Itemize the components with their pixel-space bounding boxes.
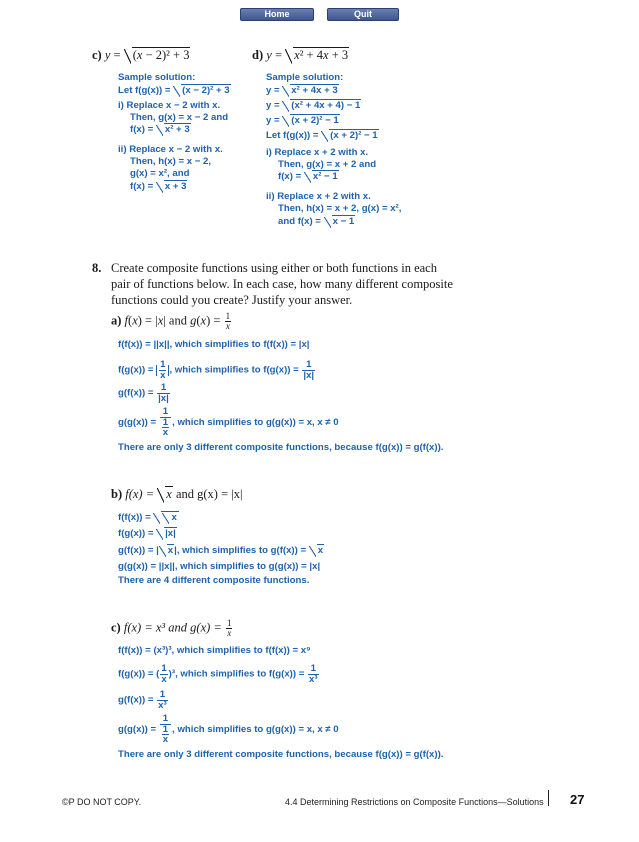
part-d-line: f(x) = x² − 1 [278,171,338,182]
part-c-line: Let f(g(x)) = (x − 2)² + 3 [118,85,230,96]
part-b-ff: f(f(x)) = x [118,512,177,523]
part-d-line: ii) Replace x + 2 with x. [266,191,371,202]
part-d-line: Then, h(x) = x + 2, g(x) = x², [278,203,402,214]
part-d-line: y = (x² + 4x + 4) − 1 [266,100,361,111]
part-c2-gf: g(f(x)) = $\frac{1}{\text{x³}}$ [118,689,167,711]
part-d-line: y = (x + 2)² − 1 [266,115,339,126]
footer-divider [548,790,549,806]
part-c2-prompt: c) f(x) = x³ and g(x) = $\frac{1}{x}$ [111,618,232,638]
part-c-line: g(x) = x², and [130,168,190,179]
part-a-conclusion: There are only 3 different composite functions, because f(g(x)) = g(f(x)). [118,442,444,453]
part-c2-conclusion: There are only 3 different composite functions, because f(g(x)) = g(f(x)). [118,749,444,760]
home-button[interactable]: Home [240,8,314,21]
part-b-fg: f(g(x)) = |x| [118,528,176,539]
question-text: pair of functions below. In each case, how many different composite [111,277,453,291]
quit-button[interactable]: Quit [327,8,399,21]
part-a-gg: g(g(x)) = $\frac{1}{\frac{1}{x}}$ , which simplifies to g(g(x)) = x, x ≠ 0 [118,406,339,439]
part-d-line: y = x² + 4x + 3 [266,85,338,96]
copyright-notice: ©P DO NOT COPY. [62,797,142,807]
part-c-line: i) Replace x − 2 with x. [118,100,221,111]
part-c-sample-heading: Sample solution: [118,72,196,83]
part-b-prompt: b) f(x) = x and g(x) = |x| [111,487,243,501]
part-a-ff: f(f(x)) = ||x||, which simplifies to f(f(x)) = |x| [118,339,310,350]
part-c-line: f(x) = x + 3 [130,181,187,192]
part-a-prompt: a) f(x) = |x| and g(x) = $\frac{1}{x}$ [111,311,231,331]
section-title: 4.4 Determining Restrictions on Composite Functions—Solutions [285,797,544,807]
part-b-conclusion: There are 4 different composite functions. [118,575,310,586]
part-d-line: Let f(g(x)) = (x + 2)² − 1 [266,130,378,141]
part-b-gg: g(g(x)) = ||x||, which simplifies to g(g(x)) = |x| [118,561,321,572]
part-d-prompt: d) y = x² + 4x + 3 [252,48,349,62]
part-b-gf: g(f(x)) = | x|, which simplifies to g(f(x)) = x [118,545,324,556]
part-c-line: ii) Replace x − 2 with x. [118,144,223,155]
page-number: 27 [570,792,585,807]
question-number: 8. [92,261,102,275]
part-a-fg: f(g(x)) = $\frac{1}{x}$ , which simplifies to f(g(x)) = $\frac{1}{|x|}$ [118,359,315,381]
part-a-gf: g(f(x)) = $\frac{1}{|x|}$ [118,382,169,404]
part-c2-gg: g(g(x)) = $\frac{1}{\frac{1}{x}}$ , which simplifies to g(g(x)) = x, x ≠ 0 [118,713,339,746]
part-d-sample-heading: Sample solution: [266,72,344,83]
part-c-line: Then, h(x) = x − 2, [130,156,212,167]
part-c-line: Then, g(x) = x − 2 and [130,112,229,123]
part-d-line: and f(x) = x − 1 [278,216,355,227]
part-c2-ff: f(f(x)) = (x³)³, which simplifies to f(f(x)) = x⁹ [118,645,311,656]
part-d-line: i) Replace x + 2 with x. [266,147,369,158]
part-c2-fg: f(g(x)) = ( $\frac{1}{x}$ )³, which simplifies to f(g(x)) = $\frac{1}{\text{x³}}$ [118,663,318,685]
part-d-line: Then, g(x) = x + 2 and [278,159,377,170]
part-c-prompt: c) y = (x − 2)² + 3 [92,48,190,62]
question-text: Create composite functions using either or both functions in each [111,261,437,275]
question-text: functions could you create? Justify your answer. [111,293,353,307]
part-c-line: f(x) = x² + 3 [130,124,190,135]
